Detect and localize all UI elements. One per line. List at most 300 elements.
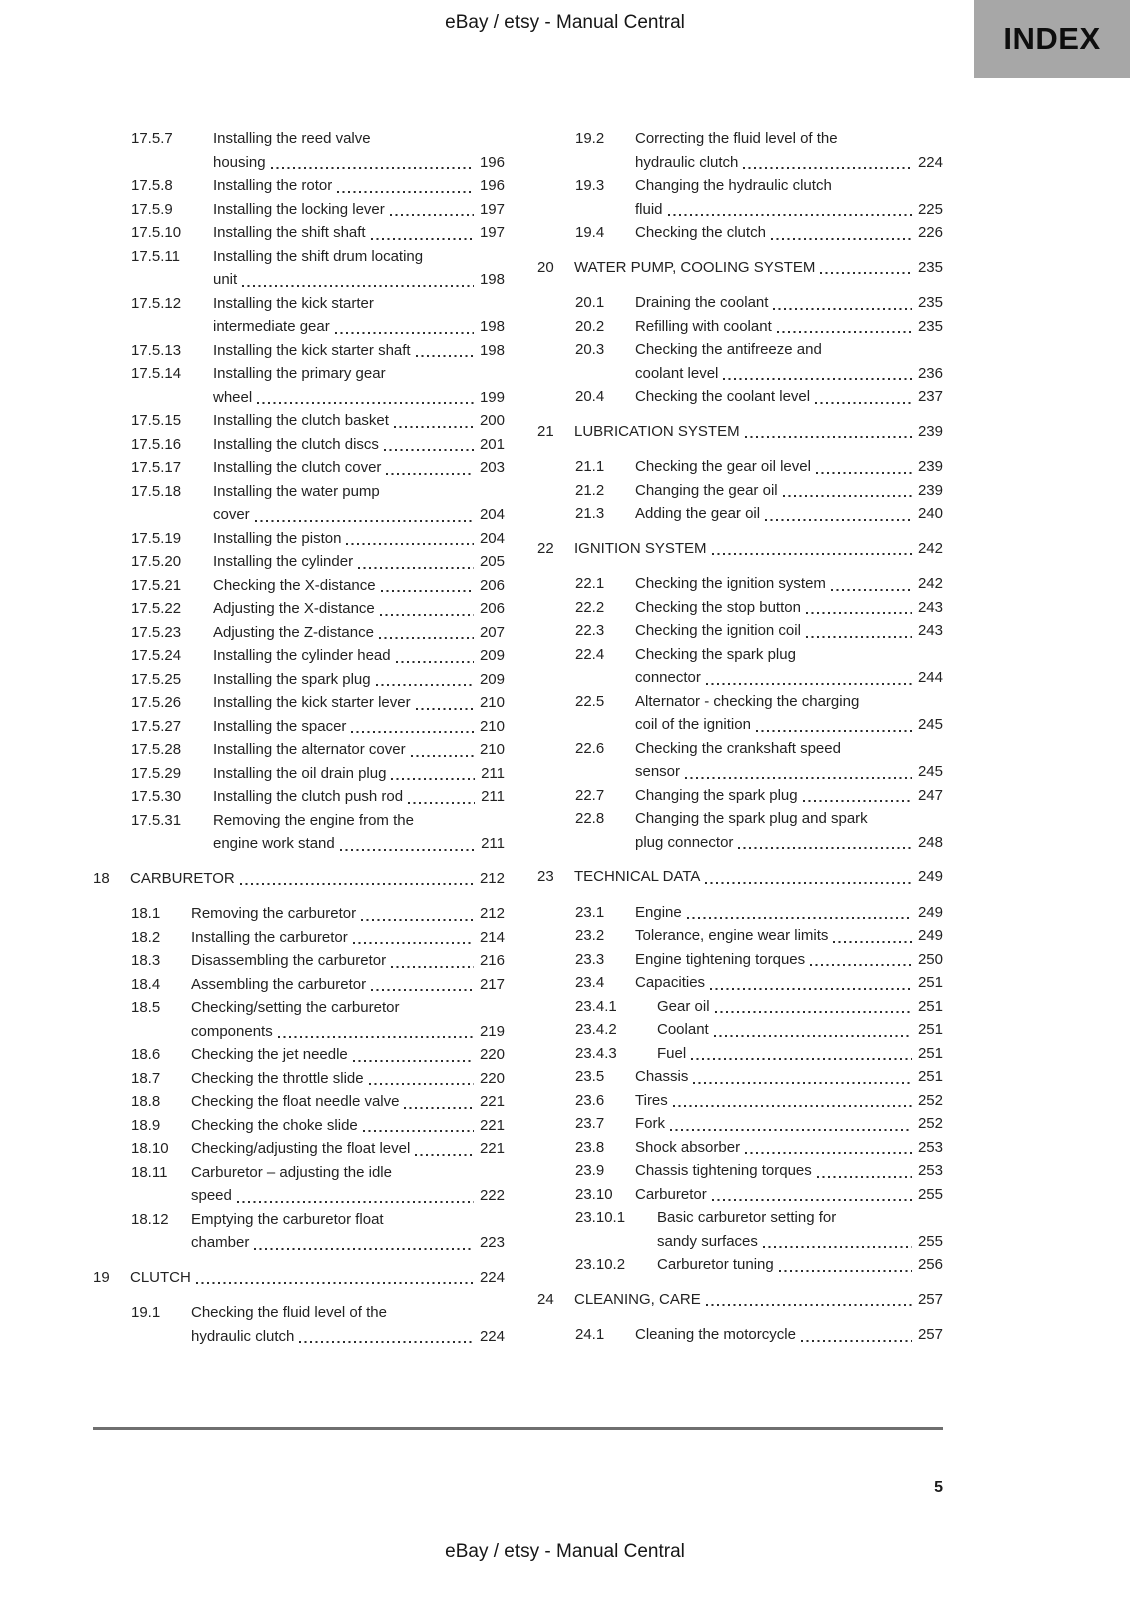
toc-entry-number: 17.5.25	[131, 670, 182, 688]
toc-entry-number: 20	[537, 258, 554, 276]
toc-leader-dots	[299, 1341, 474, 1343]
toc-entry-page: 196	[479, 177, 505, 194]
toc-leader-dots	[255, 520, 474, 522]
toc-entry-title: Checking the spark plug	[635, 645, 796, 663]
toc-entry-title: plug connector	[635, 833, 734, 851]
toc-entry	[93, 949, 505, 973]
toc-entry	[537, 537, 943, 561]
toc-entry-page: 239	[917, 422, 943, 440]
toc-leader-dots	[831, 589, 912, 591]
toc-leader-dots	[408, 802, 475, 804]
toc-leader-dots	[714, 1035, 912, 1037]
toc-entry-title: Carburetor tuning	[657, 1256, 774, 1273]
toc-entry-page: 211	[481, 835, 505, 852]
toc-entry-title: Adjusting the Z-distance	[213, 623, 374, 641]
toc-entry	[93, 691, 505, 715]
toc-entry	[537, 643, 943, 690]
toc-entry	[537, 784, 943, 808]
toc-leader-dots	[371, 989, 474, 991]
toc-entry-body	[635, 338, 943, 385]
toc-entry	[537, 865, 943, 889]
toc-entry	[537, 1323, 943, 1347]
toc-entry-number: 18.5	[131, 999, 161, 1016]
toc-entry-number: 18.12	[131, 1210, 169, 1228]
toc-entry-title: Carburetor – adjusting the idle	[191, 1163, 392, 1181]
toc-entry-number: 23.10.2	[575, 1256, 626, 1273]
toc-entry-title: Installing the shift drum locating	[213, 247, 424, 265]
toc-entry-page: 224	[479, 1268, 505, 1286]
toc-entry-body	[657, 1206, 943, 1253]
toc-entry-body	[213, 762, 505, 786]
toc-entry-title: CLUTCH	[130, 1268, 191, 1286]
toc-leader-dots	[673, 1105, 912, 1107]
toc-entry-title: speed	[191, 1187, 232, 1204]
toc-entry-page: 251	[917, 1021, 943, 1038]
toc-entry-page: 242	[917, 575, 943, 592]
toc-entry-title: Changing the spark plug	[635, 786, 798, 804]
toc-entry-body	[635, 385, 943, 409]
toc-entry-number: 23.3	[575, 950, 605, 968]
toc-entry-page: 197	[479, 200, 505, 218]
toc-entry-title: Disassembling the carburetor	[191, 952, 387, 969]
toc-entry-title: Installing the alternator cover	[213, 741, 406, 758]
toc-leader-dots	[353, 1060, 474, 1062]
toc-entry-body	[574, 256, 943, 280]
toc-leader-dots	[670, 1129, 912, 1131]
toc-leader-dots	[237, 1201, 474, 1203]
toc-entry-title: wheel	[213, 388, 253, 406]
toc-entry-page: 216	[479, 952, 505, 969]
toc-entry-title: Installing the clutch basket	[213, 412, 389, 429]
toc-entry-number: 17.5.22	[131, 600, 182, 617]
toc-entry-body	[191, 949, 505, 973]
toc-entry-title: Checking the choke slide	[191, 1116, 358, 1134]
toc-leader-dots	[371, 238, 474, 240]
toc-entry-page: 235	[917, 317, 943, 335]
toc-entry-number: 21	[537, 422, 554, 440]
page-number: 5	[934, 1479, 943, 1496]
toc-entry-body	[635, 971, 943, 995]
toc-entry-page: 210	[479, 741, 505, 758]
toc-entry-page: 210	[479, 717, 505, 735]
toc-leader-dots	[386, 473, 474, 475]
toc-entry	[537, 995, 943, 1019]
toc-entry-title: Checking the clutch	[635, 224, 766, 241]
toc-leader-dots	[705, 882, 912, 884]
toc-entry-title: Engine tightening torques	[635, 950, 806, 968]
toc-entry-body	[635, 1159, 943, 1183]
toc-entry	[537, 479, 943, 503]
toc-entry-number: 20.4	[575, 388, 605, 405]
toc-entry-number: 23.5	[575, 1068, 605, 1085]
toc-entry-title: Adding the gear oil	[635, 505, 761, 522]
toc-entry-title: Changing the gear oil	[635, 481, 778, 499]
toc-entry-body	[191, 1114, 505, 1138]
toc-entry-body	[213, 480, 505, 527]
toc-entry-page: 207	[479, 623, 505, 641]
toc-entry-title: Checking/setting the carburetor	[191, 999, 400, 1016]
toc-entry-title: Gear oil	[657, 997, 710, 1015]
toc-entry-title: Checking the X-distance	[213, 576, 376, 594]
toc-entry	[537, 502, 943, 526]
toc-entry-title: LUBRICATION SYSTEM	[574, 422, 740, 440]
toc-entry-number: 19.4	[575, 224, 605, 241]
toc-entry-number: 18.3	[131, 952, 161, 969]
toc-leader-dots	[394, 426, 474, 428]
toc-entry	[537, 1065, 943, 1089]
toc-entry-page: 255	[917, 1232, 943, 1250]
toc-leader-dots	[806, 612, 912, 614]
toc-entry-title: Installing the water pump	[213, 482, 380, 500]
toc-entry	[537, 971, 943, 995]
toc-entry-number: 23.7	[575, 1115, 605, 1132]
toc-entry-page: 239	[917, 481, 943, 499]
toc-entry	[93, 902, 505, 926]
toc-entry-title: Installing the spacer	[213, 717, 347, 735]
toc-entry-title: Checking the ignition system	[635, 575, 826, 592]
toc-entry-page: 251	[917, 997, 943, 1015]
toc-leader-dots	[738, 847, 912, 849]
toc-entry-title: Installing the oil drain plug	[213, 764, 387, 782]
toc-entry-page: 236	[917, 364, 943, 382]
toc-entry-title: Removing the carburetor	[191, 905, 357, 922]
toc-entry	[93, 456, 505, 480]
toc-entry-body	[635, 643, 943, 690]
toc-entry-body	[635, 1089, 943, 1113]
toc-entry-page: 206	[479, 576, 505, 594]
toc-entry-number: 17.5.13	[131, 341, 182, 359]
toc-entry-body	[191, 973, 505, 997]
toc-entry-number: 19.2	[575, 130, 605, 147]
toc-entry-page: 223	[479, 1234, 505, 1251]
toc-entry	[93, 597, 505, 621]
toc-leader-dots	[391, 778, 475, 780]
toc-leader-dots	[411, 755, 474, 757]
toc-entry-title: Installing the reed valve	[213, 130, 371, 147]
toc-entry-title: connector	[635, 669, 701, 686]
toc-entry-page: 240	[917, 505, 943, 522]
toc-leader-dots	[779, 1270, 912, 1272]
toc-entry-number: 17.5.8	[131, 177, 173, 194]
toc-entry-title: hydraulic clutch	[191, 1327, 295, 1345]
toc-entry-body	[635, 455, 943, 479]
toc-entry-number: 23.4.3	[575, 1044, 617, 1062]
toc-entry-title: Checking the antifreeze and	[635, 341, 822, 358]
toc-entry-number: 21.2	[575, 481, 605, 499]
toc-entry-title: Checking the jet needle	[191, 1046, 348, 1063]
toc-entry-page: 250	[917, 950, 943, 968]
toc-entry-number: 17.5.30	[131, 788, 182, 805]
toc-entry-number: 23.2	[575, 927, 605, 944]
toc-entry-title: sensor	[635, 763, 681, 780]
toc-entry-title: Engine	[635, 903, 682, 921]
toc-entry	[537, 619, 943, 643]
toc-entry-page: 255	[917, 1185, 943, 1203]
toc-entry-page: 220	[479, 1069, 505, 1087]
toc-entry-title: cover	[213, 506, 250, 523]
toc-entry-page: 225	[917, 200, 943, 218]
toc-entry	[537, 385, 943, 409]
toc-entry-title: Coolant	[657, 1021, 709, 1038]
toc-entry-number: 20.1	[575, 294, 605, 311]
toc-entry-body	[635, 901, 943, 925]
toc-leader-dots	[254, 1248, 474, 1250]
toc-entry-title: Checking the gear oil level	[635, 458, 811, 475]
toc-entry-number: 17.5.7	[131, 130, 173, 147]
toc-entry-body	[635, 1065, 943, 1089]
toc-leader-dots	[380, 614, 474, 616]
toc-entry	[93, 668, 505, 692]
toc-leader-dots	[381, 590, 474, 592]
toc-entry-number: 23	[537, 868, 554, 885]
toc-entry-title: CLEANING, CARE	[574, 1290, 701, 1308]
toc-entry-title: Installing the clutch push rod	[213, 788, 404, 805]
toc-entry	[537, 1183, 943, 1207]
toc-entry-number: 17.5.18	[131, 482, 182, 500]
toc-entry-number: 22.4	[575, 645, 605, 663]
toc-entry-page: 198	[479, 271, 505, 288]
toc-entry-number: 18.9	[131, 1116, 161, 1134]
toc-entry-page: 221	[479, 1093, 505, 1110]
toc-entry-page: 249	[917, 927, 943, 944]
toc-entry-number: 24.1	[575, 1326, 605, 1343]
toc-entry-page: 210	[479, 694, 505, 711]
toc-entry-body	[213, 691, 505, 715]
toc-entry-number: 17.5.9	[131, 200, 173, 218]
toc-entry-title: TECHNICAL DATA	[574, 868, 701, 885]
toc-entry-body	[213, 715, 505, 739]
toc-entry-number: 23.6	[575, 1091, 605, 1109]
toc-leader-dots	[820, 272, 912, 274]
toc-entry-number: 23.10.1	[575, 1209, 626, 1226]
toc-entry-body	[574, 1288, 943, 1312]
toc-entry-body	[657, 995, 943, 1019]
toc-entry	[93, 1301, 505, 1348]
toc-entry-number: 23.9	[575, 1162, 605, 1179]
toc-entry-number: 17.5.10	[131, 224, 182, 241]
toc-entry-body	[635, 784, 943, 808]
toc-leader-dots	[723, 378, 912, 380]
toc-entry-body	[213, 174, 505, 198]
toc-entry-page: 243	[917, 598, 943, 616]
toc-entry-title: Capacities	[635, 974, 706, 991]
toc-entry-title: Installing the kick starter lever	[213, 694, 411, 711]
toc-entry-number: 19.1	[131, 1304, 161, 1321]
toc-entry-number: 23.1	[575, 903, 605, 921]
toc-entry-body	[635, 479, 943, 503]
toc-column-left	[93, 127, 505, 1348]
toc-entry-number: 23.4	[575, 974, 605, 991]
toc-entry-number: 18.7	[131, 1069, 161, 1087]
toc-entry-page: 257	[917, 1290, 943, 1308]
toc-entry	[93, 1090, 505, 1114]
toc-entry-body	[635, 1112, 943, 1136]
toc-entry-title: Refilling with coolant	[635, 317, 772, 335]
toc-leader-dots	[685, 777, 912, 779]
toc-entry	[537, 924, 943, 948]
toc-entry-page: 209	[479, 670, 505, 688]
toc-entry-page: 252	[917, 1115, 943, 1132]
toc-leader-dots	[668, 214, 912, 216]
toc-entry-number: 17.5.11	[131, 247, 180, 265]
toc-entry-title: Checking the throttle slide	[191, 1069, 364, 1087]
toc-leader-dots	[806, 636, 912, 638]
toc-entry-body	[213, 362, 505, 409]
toc-entry	[537, 455, 943, 479]
toc-entry-body	[635, 596, 943, 620]
toc-leader-dots	[278, 1036, 474, 1038]
toc-entry-page: 249	[917, 903, 943, 921]
toc-entry-page: 209	[479, 647, 505, 664]
toc-leader-dots	[337, 191, 474, 193]
toc-entry-title: Checking the stop button	[635, 598, 801, 616]
toc-entry-title: Installing the piston	[213, 529, 342, 547]
toc-entry-number: 17.5.12	[131, 294, 182, 312]
toc-entry	[537, 127, 943, 174]
toc-leader-dots	[773, 308, 912, 310]
toc-entry	[93, 1161, 505, 1208]
toc-entry-body	[657, 1018, 943, 1042]
toc-entry	[537, 1253, 943, 1277]
toc-entry-page: 235	[917, 258, 943, 276]
toc-entry	[537, 948, 943, 972]
toc-entry-number: 18.4	[131, 975, 161, 993]
toc-entry-title: Cleaning the motorcycle	[635, 1326, 796, 1343]
toc-entry-number: 18.2	[131, 928, 161, 946]
toc-entry-body	[213, 456, 505, 480]
toc-entry-page: 212	[479, 905, 505, 922]
toc-entry-title: Tolerance, engine wear limits	[635, 927, 829, 944]
toc-entry-page: 252	[917, 1091, 943, 1109]
toc-leader-dots	[817, 1176, 912, 1178]
toc-entry-page: 219	[479, 1022, 505, 1040]
toc-entry-body	[635, 1323, 943, 1347]
toc-entry	[537, 737, 943, 784]
toc-entry-number: 22.3	[575, 622, 605, 639]
toc-entry-title: Removing the engine from the	[213, 811, 414, 829]
toc-leader-dots	[271, 167, 474, 169]
toc-leader-dots	[379, 637, 474, 639]
toc-entry-number: 18.8	[131, 1093, 161, 1110]
toc-entry	[93, 644, 505, 668]
toc-entry	[93, 292, 505, 339]
toc-entry	[93, 339, 505, 363]
toc-entry-number: 19	[93, 1268, 110, 1286]
toc-leader-dots	[745, 1152, 912, 1154]
toc-entry-body	[213, 245, 505, 292]
toc-entry-number: 17.5.19	[131, 529, 182, 547]
toc-entry-number: 24	[537, 1290, 554, 1308]
toc-entry-title: Installing the primary gear	[213, 365, 386, 382]
toc-leader-dots	[715, 1011, 912, 1013]
toc-entry-number: 23.10	[575, 1185, 613, 1203]
toc-entry-page: 251	[917, 1068, 943, 1085]
toc-entry-page: 248	[917, 833, 943, 851]
toc-entry-title: Fork	[635, 1115, 665, 1132]
toc-entry-title: Installing the spark plug	[213, 670, 371, 688]
toc-leader-dots	[743, 167, 912, 169]
toc-entry-page: 249	[917, 868, 943, 885]
toc-entry-number: 23.8	[575, 1138, 605, 1156]
toc-leader-dots	[196, 1282, 474, 1284]
toc-entry-body	[130, 867, 505, 891]
toc-entry-body	[657, 1042, 943, 1066]
toc-entry	[537, 1089, 943, 1113]
toc-entry	[537, 1018, 943, 1042]
toc-entry-title: Chassis tightening torques	[635, 1162, 812, 1179]
toc-entry-page: 200	[479, 412, 505, 429]
toc-entry	[537, 174, 943, 221]
toc-entry-body	[191, 1090, 505, 1114]
toc-entry-body	[213, 574, 505, 598]
toc-entry	[93, 996, 505, 1043]
toc-entry-body	[635, 291, 943, 315]
toc-leader-dots	[351, 731, 474, 733]
toc-entry-title: intermediate gear	[213, 318, 330, 335]
toc-entry	[93, 762, 505, 786]
toc-entry-title: sandy surfaces	[657, 1232, 758, 1250]
toc-entry-title: Installing the kick starter	[213, 294, 374, 312]
toc-entry	[537, 1042, 943, 1066]
toc-leader-dots	[416, 708, 474, 710]
toc-entry	[537, 1288, 943, 1312]
toc-entry-page: 251	[917, 974, 943, 991]
toc-leader-dots	[691, 1058, 912, 1060]
toc-entry-page: 212	[479, 869, 505, 887]
toc-entry-page: 257	[917, 1326, 943, 1343]
toc-entry-title: IGNITION SYSTEM	[574, 539, 707, 557]
toc-entry-number: 22.6	[575, 739, 605, 757]
toc-entry-page: 239	[917, 458, 943, 475]
toc-entry-page: 211	[481, 764, 505, 782]
toc-leader-dots	[710, 988, 912, 990]
toc-entry-body	[213, 668, 505, 692]
toc-entry-body	[213, 785, 505, 809]
toc-entry-body	[635, 924, 943, 948]
toc-entry-page: 251	[917, 1044, 943, 1062]
toc-entry-body	[191, 926, 505, 950]
toc-entry-title: Alternator - checking the charging	[635, 692, 860, 710]
toc-leader-dots	[706, 1304, 912, 1306]
toc-entry-title: Tires	[635, 1091, 668, 1109]
toc-entry	[537, 338, 943, 385]
toc-leader-dots	[777, 331, 912, 333]
toc-entry	[93, 1067, 505, 1091]
toc-entry-title: chamber	[191, 1234, 250, 1251]
toc-entry-body	[635, 127, 943, 174]
toc-entry-body	[635, 690, 943, 737]
toc-entry	[93, 738, 505, 762]
toc-entry-number: 22	[537, 539, 554, 557]
toc-leader-dots	[783, 495, 912, 497]
toc-leader-dots	[335, 332, 474, 334]
toc-entry-page: 198	[479, 341, 505, 359]
toc-entry-body	[213, 550, 505, 574]
toc-entry-number: 20.3	[575, 341, 605, 358]
toc-entry-page: 217	[479, 975, 505, 993]
toc-entry-page: 244	[917, 669, 943, 686]
toc-entry-page: 242	[917, 539, 943, 557]
toc-leader-dots	[376, 684, 474, 686]
toc-entry-page: 196	[479, 153, 505, 171]
toc-entry-body	[130, 1266, 505, 1290]
toc-entry-title: Installing the locking lever	[213, 200, 385, 218]
toc-entry-page: 201	[479, 435, 505, 453]
toc-entry-page: 203	[479, 459, 505, 476]
toc-entry-body	[191, 1137, 505, 1161]
toc-leader-dots	[816, 472, 912, 474]
toc-leader-dots	[801, 1340, 912, 1342]
